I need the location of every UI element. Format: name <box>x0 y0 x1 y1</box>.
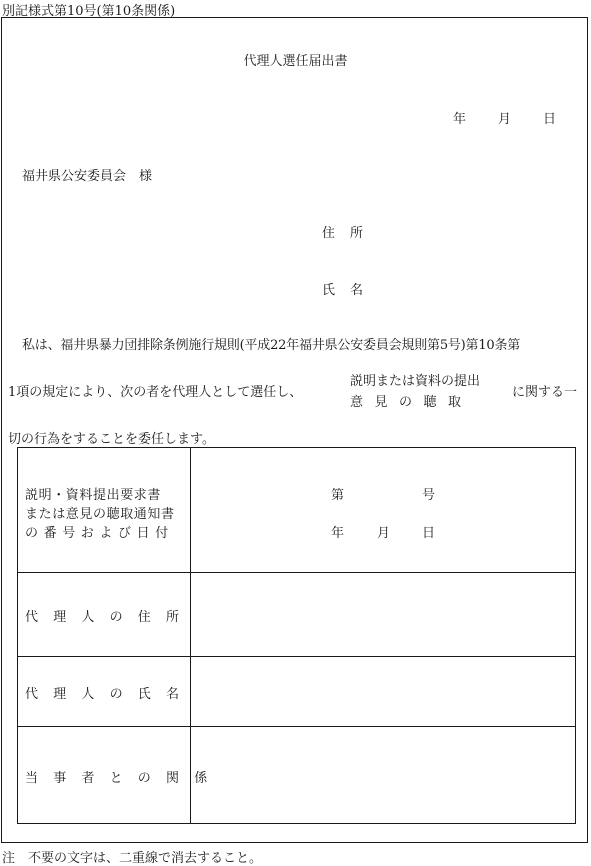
option-hearing: 意見の聴取 <box>350 395 473 410</box>
body-text-line-2a: 1項の規定により、次の者を代理人として選任し、 <box>8 385 303 400</box>
date-year-label: 年 <box>453 112 467 127</box>
table-row2-label: 代理人の住所 <box>25 610 195 625</box>
table-row1-date-day: 日 <box>422 526 436 541</box>
option-explanation-submission: 説明または資料の提出 <box>350 374 481 389</box>
date-month-label: 月 <box>498 112 512 127</box>
table-row1-label-line-3: の番号および日付 <box>25 526 174 541</box>
table-row-divider-2 <box>17 656 576 657</box>
applicant-address-label-2: 所 <box>350 226 364 241</box>
table-row1-date-month: 月 <box>377 526 391 541</box>
applicant-address-label-1: 住 <box>322 226 336 241</box>
form-note: 注 不要の文字は、二重線で消去すること。 <box>2 851 263 866</box>
addressee: 福井県公安委員会 様 <box>22 169 153 184</box>
table-row3-label: 代理人の氏名 <box>25 687 195 702</box>
date-day-label: 日 <box>543 112 557 127</box>
table-row-divider-3 <box>17 726 576 727</box>
body-text-line-1: 私は、福井県暴力団排除条例施行規則(平成22年福井県公安委員会規則第5号)第10条第 <box>22 338 521 353</box>
applicant-name-label-2: 名 <box>350 283 364 298</box>
body-text-line-2b: に関する一 <box>512 385 578 400</box>
table-row1-number-prefix: 第 <box>331 488 345 503</box>
applicant-name-label-1: 氏 <box>322 283 336 298</box>
table-row1-number-suffix: 号 <box>422 488 436 503</box>
table-row1-label-line-2: または意見の聴取通知書 <box>25 507 175 522</box>
form-number-label: 別記様式第10号(第10条関係) <box>2 4 176 19</box>
table-row-divider-1 <box>17 572 576 573</box>
table-row1-date-year: 年 <box>331 526 345 541</box>
form-title: 代理人選任届出書 <box>243 54 348 69</box>
table-row1-label-line-1: 説明・資料提出要求書 <box>25 488 162 503</box>
table-row4-label: 当事者との関係 <box>25 771 223 786</box>
body-text-line-3: 切の行為をすることを委任します。 <box>8 432 215 447</box>
